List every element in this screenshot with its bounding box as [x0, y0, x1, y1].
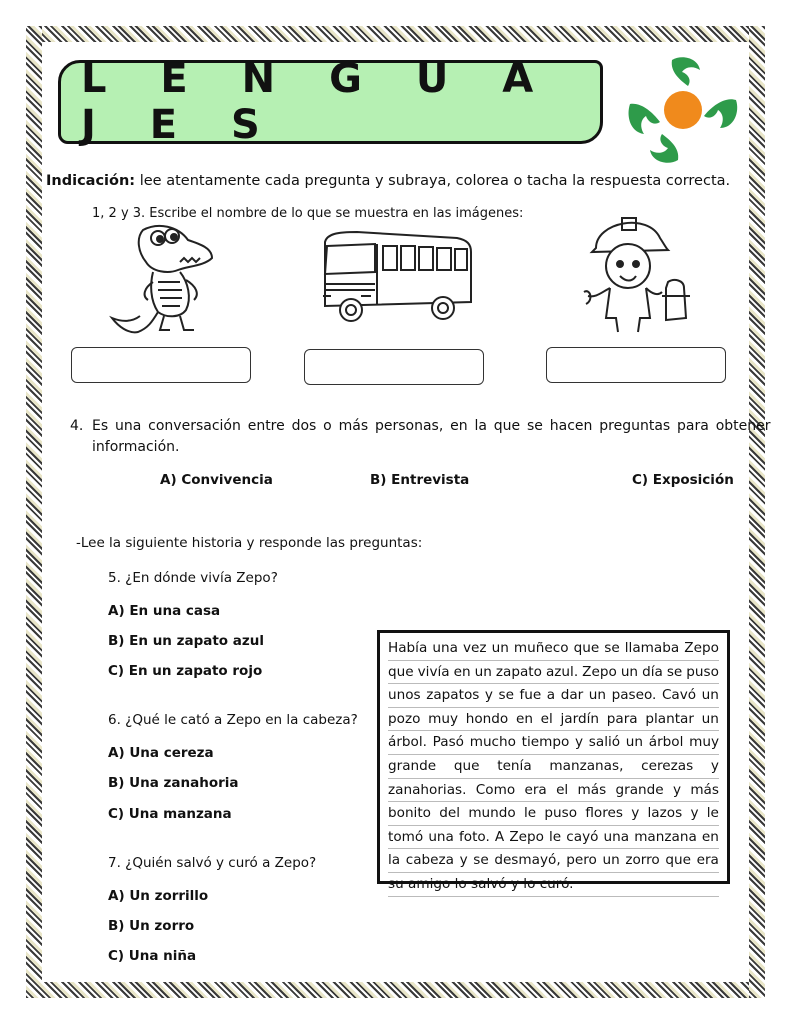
q6-option-a[interactable]: A) Una cereza [108, 745, 214, 761]
crocodile-drawing [108, 222, 218, 337]
q7-option-c[interactable]: C) Una niña [108, 948, 197, 964]
story-line: Había una vez un muñeco que se llamaba Zepo [388, 637, 719, 661]
story-line: grande que tenía manzanas, cerezas y [388, 755, 719, 779]
story-box [377, 630, 730, 892]
q4-option-a[interactable]: A) Convivencia [160, 472, 273, 488]
q5-option-a[interactable]: A) En una casa [108, 603, 221, 619]
reading-instruction: -Lee la siguiente historia y responde las preguntas: [76, 535, 423, 551]
q5-question: 5. ¿En dónde vivía Zepo? [108, 570, 278, 586]
answer-box-1[interactable] [71, 347, 251, 383]
story-line: la cabeza y se desmayó, pero un zorro que era [388, 849, 719, 873]
q6-option-c[interactable]: C) Una manzana [108, 806, 232, 822]
q4-line2: información. [92, 439, 180, 455]
q4-number: 4. [70, 418, 84, 434]
q5-option-c[interactable]: C) En un zapato rojo [108, 663, 263, 679]
answer-box-3[interactable] [546, 347, 726, 383]
school-logo-icon [622, 52, 744, 168]
q4-option-b[interactable]: B) Entrevista [370, 472, 470, 488]
story-line: árbol. Pasó mucho tiempo y salió un árbol muy [388, 731, 719, 755]
story-line: tomó una foto. A Zepo le cayó una manzana en [388, 826, 719, 850]
page-border-top [26, 26, 765, 42]
q7-question: 7. ¿Quién salvó y curó a Zepo? [108, 855, 317, 871]
q6-option-b[interactable]: B) Una zanahoria [108, 775, 239, 791]
instruction-label: Indicación: [46, 173, 136, 189]
instruction-text: lee atentamente cada pregunta y subraya, colorea o tacha la respuesta correcta. [135, 173, 731, 189]
q4-line1: Es una conversación entre dos o más personas, en la que se hacen preguntas para obtener [92, 418, 771, 434]
answer-box-2[interactable] [304, 349, 484, 385]
q123-prompt: 1, 2 y 3. Escribe el nombre de lo que se muestra en las imágenes: [92, 206, 524, 221]
title-banner [58, 56, 603, 148]
story-line: bonito del mundo le puso flores y lazos y le [388, 802, 719, 826]
story-line: su amigo lo salvó y lo curó. [388, 873, 719, 897]
story-line: que vivía en un zapato azul. Zepo un día se puso [388, 661, 719, 685]
page-border-bottom [26, 982, 765, 998]
q5-option-b[interactable]: B) En un zapato azul [108, 633, 264, 649]
q7-option-a[interactable]: A) Un zorrillo [108, 888, 209, 904]
story-line: zanahorias. Como era el más grande y más [388, 779, 719, 803]
page-border-right [749, 26, 765, 998]
story-line: unos zapatos y se fue a dar un paseo. Cavó un [388, 684, 719, 708]
page-border-left [26, 26, 42, 998]
bus-drawing [317, 228, 475, 326]
q4-option-c[interactable]: C) Exposición [632, 472, 734, 488]
page-title: L E N G U A J E S [81, 56, 554, 148]
firefighter-child-drawing [582, 208, 694, 334]
instruction-line [46, 173, 730, 189]
story-line: pozo muy hondo en el jardín para plantar un [388, 708, 719, 732]
q7-option-b[interactable]: B) Un zorro [108, 918, 195, 934]
q6-question: 6. ¿Qué le cató a Zepo en la cabeza? [108, 712, 358, 728]
